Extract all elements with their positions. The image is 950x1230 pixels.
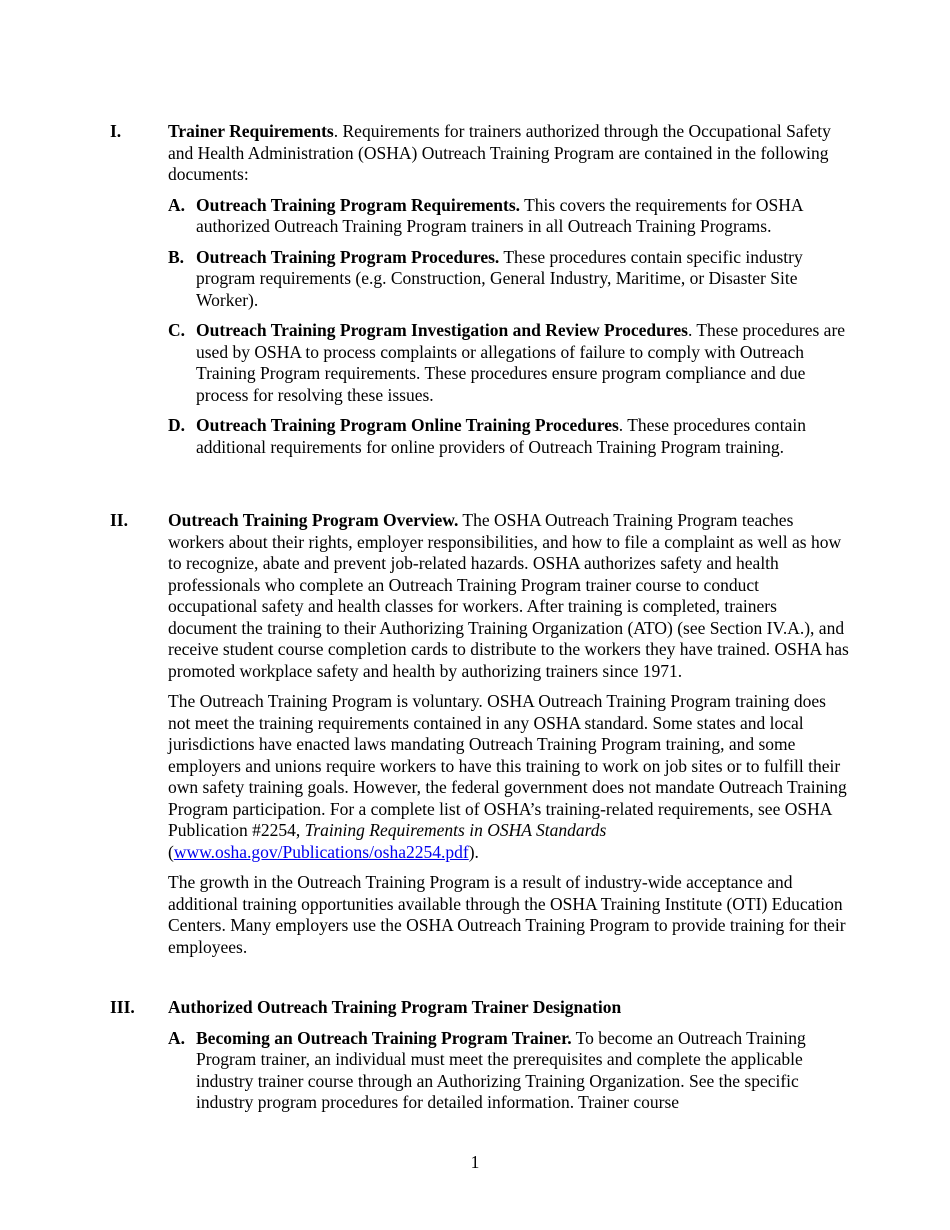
list-item-text: . These procedures contain additional requirements for online providers of Outreach Training Program training. (196, 415, 807, 457)
list-item-text: To become an Outreach Training Program trainer, an individual must meet the prerequisites and complete the applicable industry trainer course through an Authorizing Training Organization. See the specific industry program procedures for detailed information. Trainer course (196, 1027, 806, 1112)
list-item-text: . These procedures are used by OSHA to process complaints or allegations of failure to comply with Outreach Training Program requirements. These procedures ensure program compliance and due process for resolving these issues. (196, 320, 846, 405)
paragraph: The growth in the Outreach Training Program is a result of industry-wide acceptance and additional training opportunities available through the OSHA Training Institute (OTI) Education Centers. Many employers use the OSHA Outreach Training Program to provide training for their employees. (168, 872, 846, 957)
list-item (168, 247, 850, 312)
section-ii (110, 510, 850, 967)
list-item (168, 320, 850, 406)
paragraph (168, 691, 850, 863)
section-heading: Trainer Requirements (168, 121, 334, 141)
publication-link[interactable]: www.osha.gov/Publications/osha2254.pdf (173, 841, 469, 862)
section-numeral: II. (110, 510, 128, 530)
list-item-heading: Outreach Training Program Online Training Procedures (196, 415, 619, 435)
list-item-label: B. (168, 246, 185, 267)
section-text: The OSHA Outreach Training Program teaches workers about their rights, employer responsibilities, and how to file a complaint as well as how to recognize, abate and prevent job-related hazards. OSHA authorizes safety and health professionals who complete an Outreach Training Program trainer course to conduct occupational safety and health classes for workers. After training is completed, trainers document the training to their Authorizing Training Organization (ATO) (see Section IV.A.), and receive student course completion cards to distribute to the workers they have trained. OSHA has promoted workplace safety and health by authorizing trainers since 1971. (168, 510, 849, 681)
section-heading: Outreach Training Program Overview. (168, 510, 459, 530)
section-i (110, 121, 850, 467)
section-intro (168, 121, 850, 186)
list-item-heading: Outreach Training Program Investigation and Review Procedures (196, 320, 688, 340)
list-item (168, 415, 850, 458)
list-item (168, 195, 850, 238)
list-item-text: This covers the requirements for OSHA authorized Outreach Training Program trainers in all Outreach Training Programs. (196, 194, 803, 236)
paren-close: ). (468, 841, 479, 862)
list-item-heading: Becoming an Outreach Training Program Trainer. (196, 1027, 572, 1048)
list-item-label: D. (168, 415, 186, 435)
list-item (168, 1028, 850, 1114)
list-item-label: A. (168, 194, 186, 215)
list-item-label: A. (168, 1027, 186, 1048)
page-number: 1 (470, 1152, 480, 1172)
section-numeral: III. (110, 997, 135, 1017)
list-item-heading: Outreach Training Program Requirements. (196, 194, 521, 215)
paragraph-text: The Outreach Training Program is voluntary. OSHA Outreach Training Program training does not meet the training requirements contained in any OSHA standard. Some states and local jurisdictions have enacted laws mandating Outreach Training Program training, and some employers and unions require workers to have this training to work on job sites or to fulfill their own safety training goals. However, the federal government does not mandate Outreach Training Program participation. For a complete list of OSHA’s training-related requirements, see OSHA Publication #2254, (168, 691, 847, 840)
list-item-heading: Outreach Training Program Procedures. (196, 246, 500, 267)
publication-title: Training Requirements in OSHA Standards (304, 820, 607, 840)
section-numeral: I. (110, 121, 122, 141)
list-item-label: C. (168, 320, 186, 340)
section-iii (110, 997, 850, 1123)
section-heading: Authorized Outreach Training Program Trainer Designation (168, 997, 622, 1017)
section-text: . Requirements for trainers authorized through the Occupational Safety and Health Administration (OSHA) Outreach Training Program are contained in the following documents: (168, 121, 831, 184)
paren-open: ( (168, 841, 174, 862)
section-intro (168, 510, 850, 682)
list-item-text: These procedures contain specific industry program requirements (e.g. Construction, General Industry, Maritime, or Disaster Site Worker). (196, 246, 803, 310)
